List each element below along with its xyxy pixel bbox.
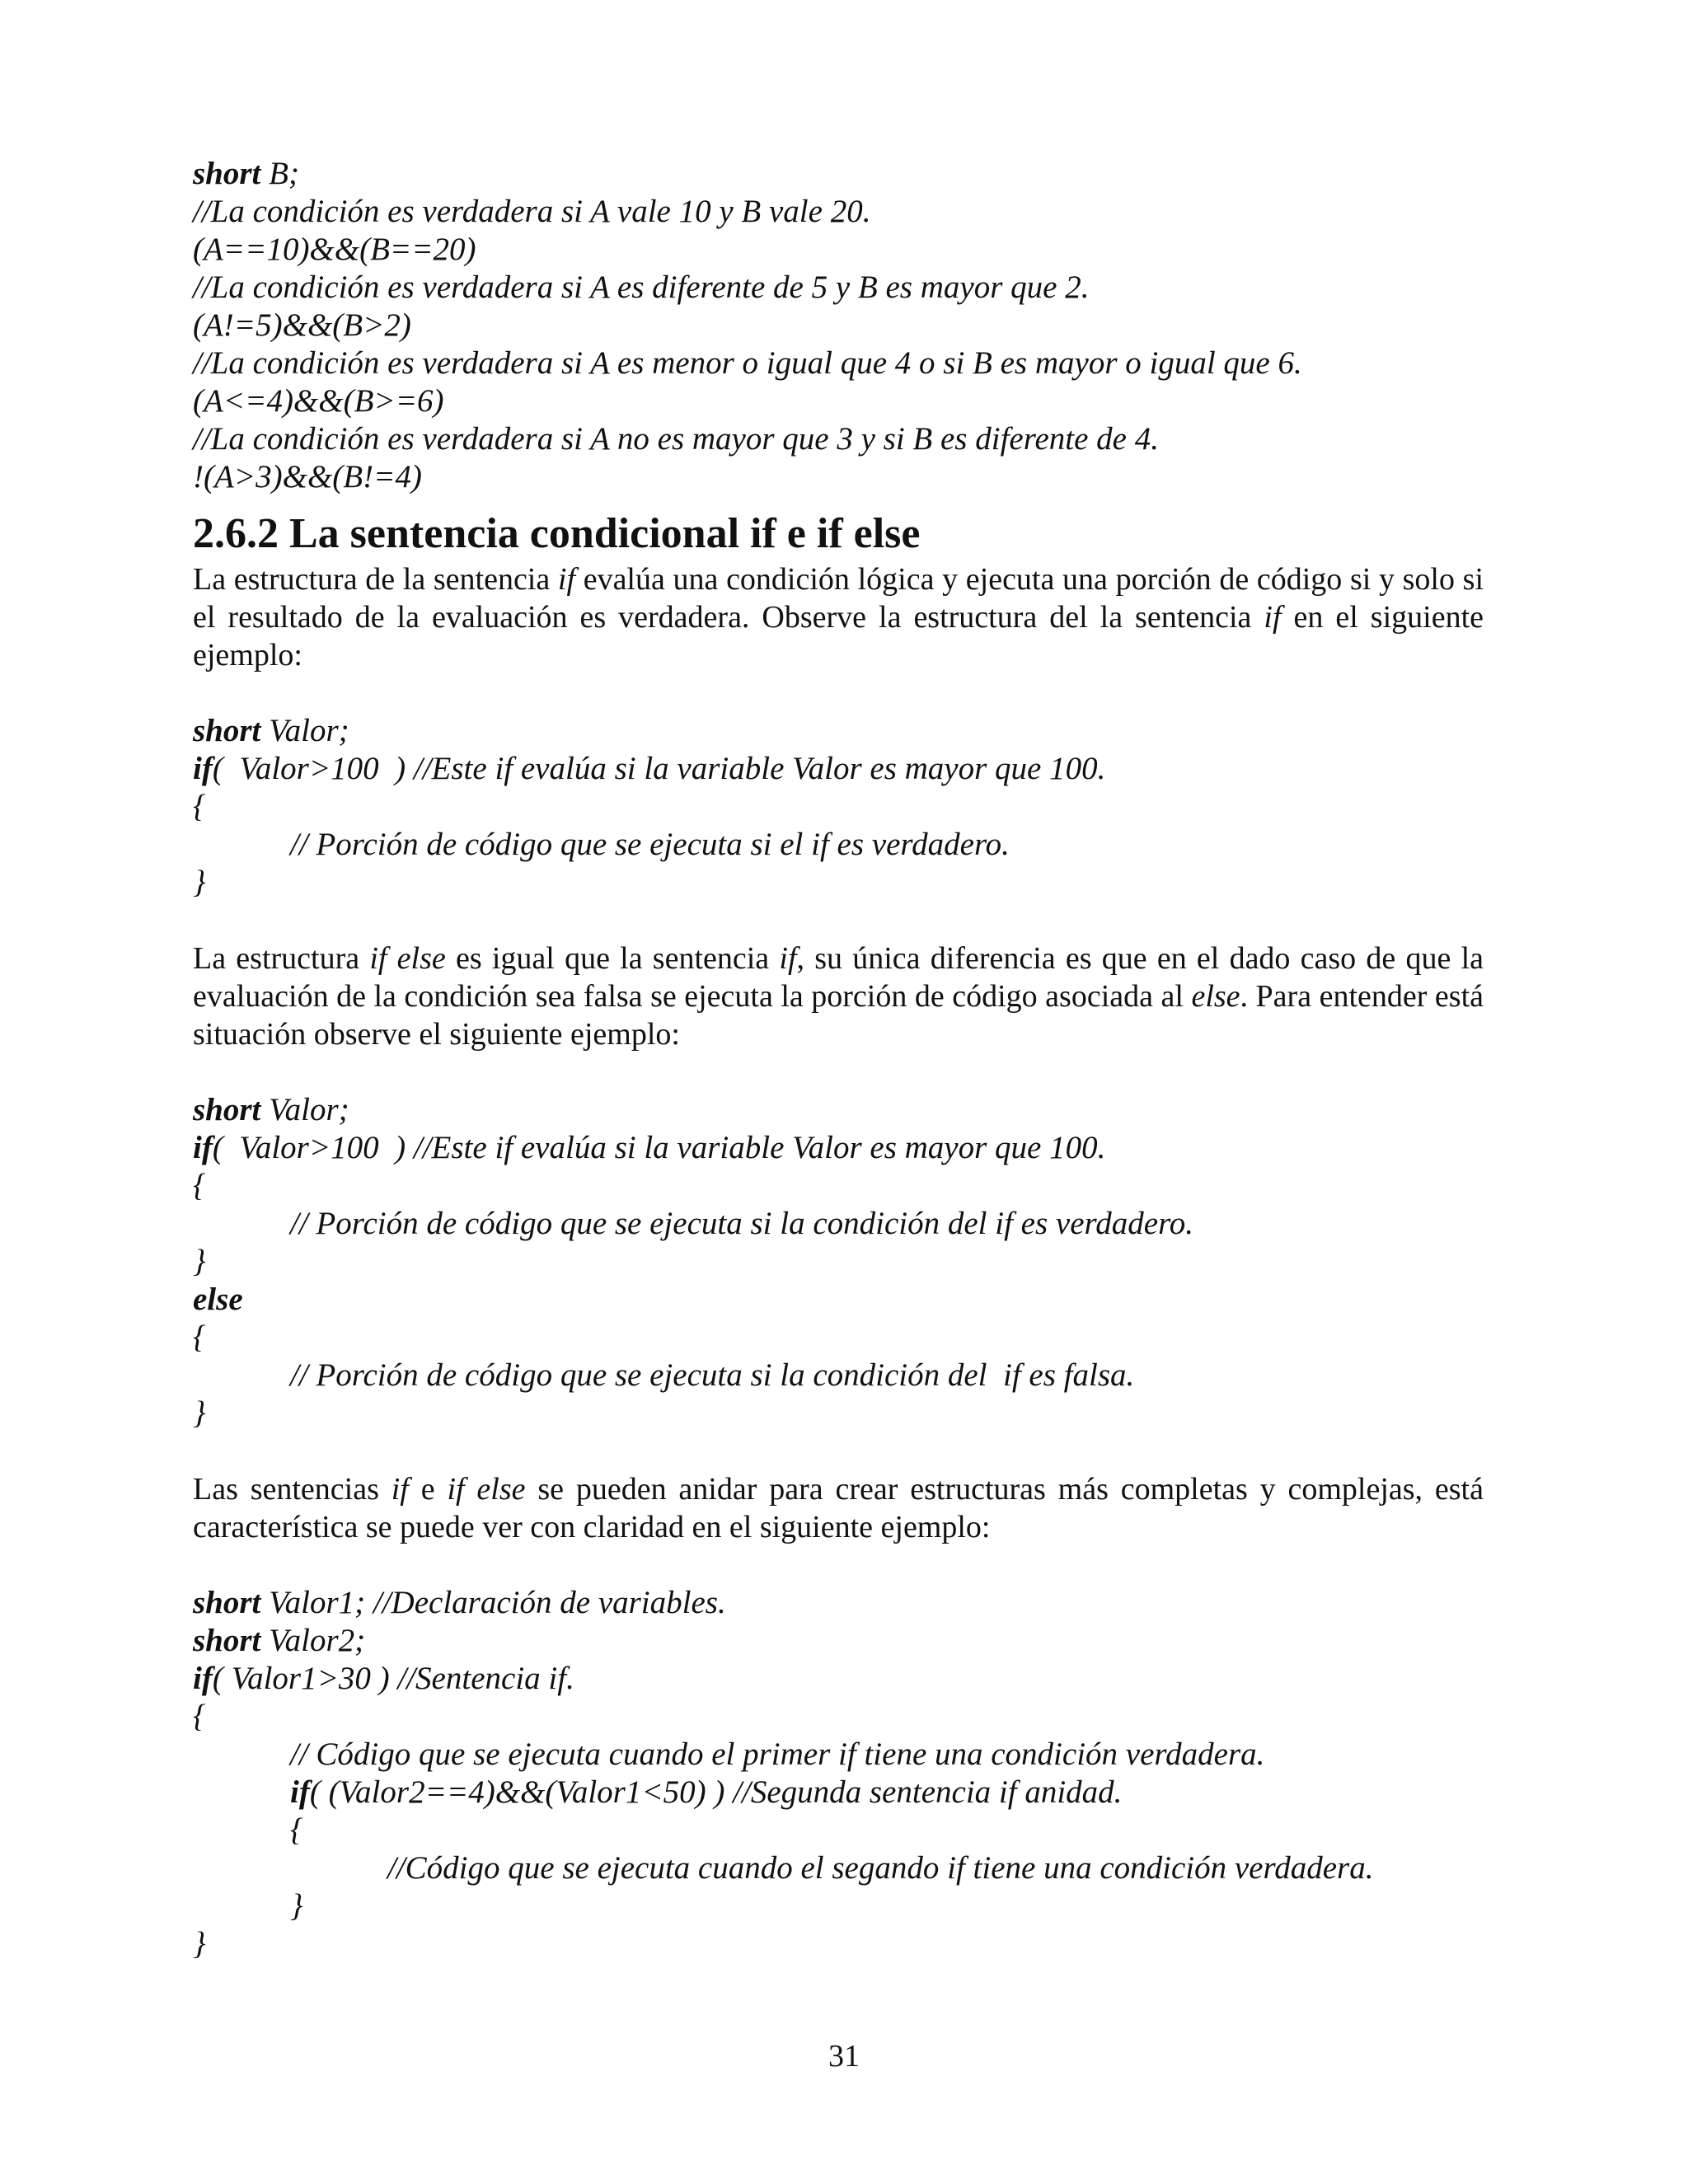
code-line: } bbox=[193, 1395, 206, 1431]
section-heading: 2.6.2 La sentencia condicional if e if else bbox=[193, 510, 921, 557]
page-content bbox=[193, 155, 1484, 1963]
code-line: (A==10)&&(B==20) bbox=[193, 232, 476, 267]
code-line: // Porción de código que se ejecuta si la condición del if es falsa. bbox=[290, 1357, 1135, 1393]
code-line: (A<=4)&&(B>=6) bbox=[193, 383, 444, 419]
code-line: { bbox=[290, 1812, 303, 1848]
code-line: //La condición es verdadera si A es menor o igual que 4 o si B es mayor o igual que 6. bbox=[193, 345, 1302, 381]
code-block-nested bbox=[193, 1584, 1484, 1963]
code-line: if( Valor1>30 ) //Sentencia if. bbox=[193, 1661, 574, 1696]
paragraph-nested: Las sentencias if e if else se pueden anidar para crear estructuras más completas y complejas, está característica se puede ver con claridad en el siguiente ejemplo: bbox=[193, 1472, 1484, 1544]
code-keyword: short bbox=[193, 156, 261, 191]
code-line: { bbox=[193, 1319, 206, 1355]
code-line: short Valor; bbox=[193, 1092, 349, 1127]
code-line: short Valor; bbox=[193, 713, 349, 748]
code-line: short Valor2; bbox=[193, 1623, 366, 1658]
code-line: if( Valor>100 ) //Este if evalúa si la variable Valor es mayor que 100. bbox=[193, 1130, 1106, 1165]
code-line: { bbox=[193, 1699, 206, 1734]
code-line: } bbox=[193, 1244, 206, 1279]
paragraph-if: La estructura de la sentencia if evalúa una condición lógica y ejecuta una porción de código si y solo si el resultado de la evaluación es verdadera. Observe la estructura del la sentencia if en el siguiente ejemplo: bbox=[193, 562, 1484, 673]
code-line: //La condición es verdadera si A vale 10 y B vale 20. bbox=[193, 194, 871, 229]
code-line: // Código que se ejecuta cuando el primer if tiene una condición verdadera. bbox=[290, 1736, 1265, 1772]
code-block-if-else bbox=[193, 1091, 1484, 1432]
code-line: } bbox=[193, 865, 206, 900]
code-line: } bbox=[290, 1888, 303, 1924]
code-line: if( Valor>100 ) //Este if evalúa si la variable Valor es mayor que 100. bbox=[193, 751, 1106, 786]
code-line: else bbox=[193, 1282, 243, 1317]
paragraph-if-else: La estructura if else es igual que la sentencia if, su única diferencia es que en el dado caso de que la evaluación de la condición sea falsa se ejecuta la porción de código asociada al else. Para entender está situación observe el siguiente ejemplo: bbox=[193, 941, 1484, 1052]
code-line: //Código que se ejecuta cuando el segando if tiene una condición verdadera. bbox=[387, 1850, 1374, 1886]
page-number: 31 bbox=[828, 2039, 860, 2074]
code-block-conditions bbox=[193, 155, 1484, 496]
code-line: short Valor1; //Declaración de variables. bbox=[193, 1585, 726, 1620]
code-line: { bbox=[193, 789, 206, 824]
code-line: //La condición es verdadera si A es diferente de 5 y B es mayor que 2. bbox=[193, 269, 1090, 305]
code-line: { bbox=[193, 1168, 206, 1203]
code-line: (A!=5)&&(B>2) bbox=[193, 307, 411, 343]
code-block-if bbox=[193, 712, 1484, 902]
code-line bbox=[193, 155, 1484, 193]
code-line: // Porción de código que se ejecuta si la condición del if es verdadero. bbox=[290, 1206, 1194, 1241]
code-line: //La condición es verdadera si A no es mayor que 3 y si B es diferente de 4. bbox=[193, 421, 1159, 457]
code-text: B; bbox=[260, 156, 299, 191]
code-line: } bbox=[193, 1926, 206, 1961]
code-line: !(A>3)&&(B!=4) bbox=[193, 459, 422, 494]
code-line: // Porción de código que se ejecuta si el if es verdadero. bbox=[290, 827, 1010, 862]
code-line: if( (Valor2==4)&&(Valor1<50) ) //Segunda sentencia if anidad. bbox=[290, 1774, 1123, 1810]
